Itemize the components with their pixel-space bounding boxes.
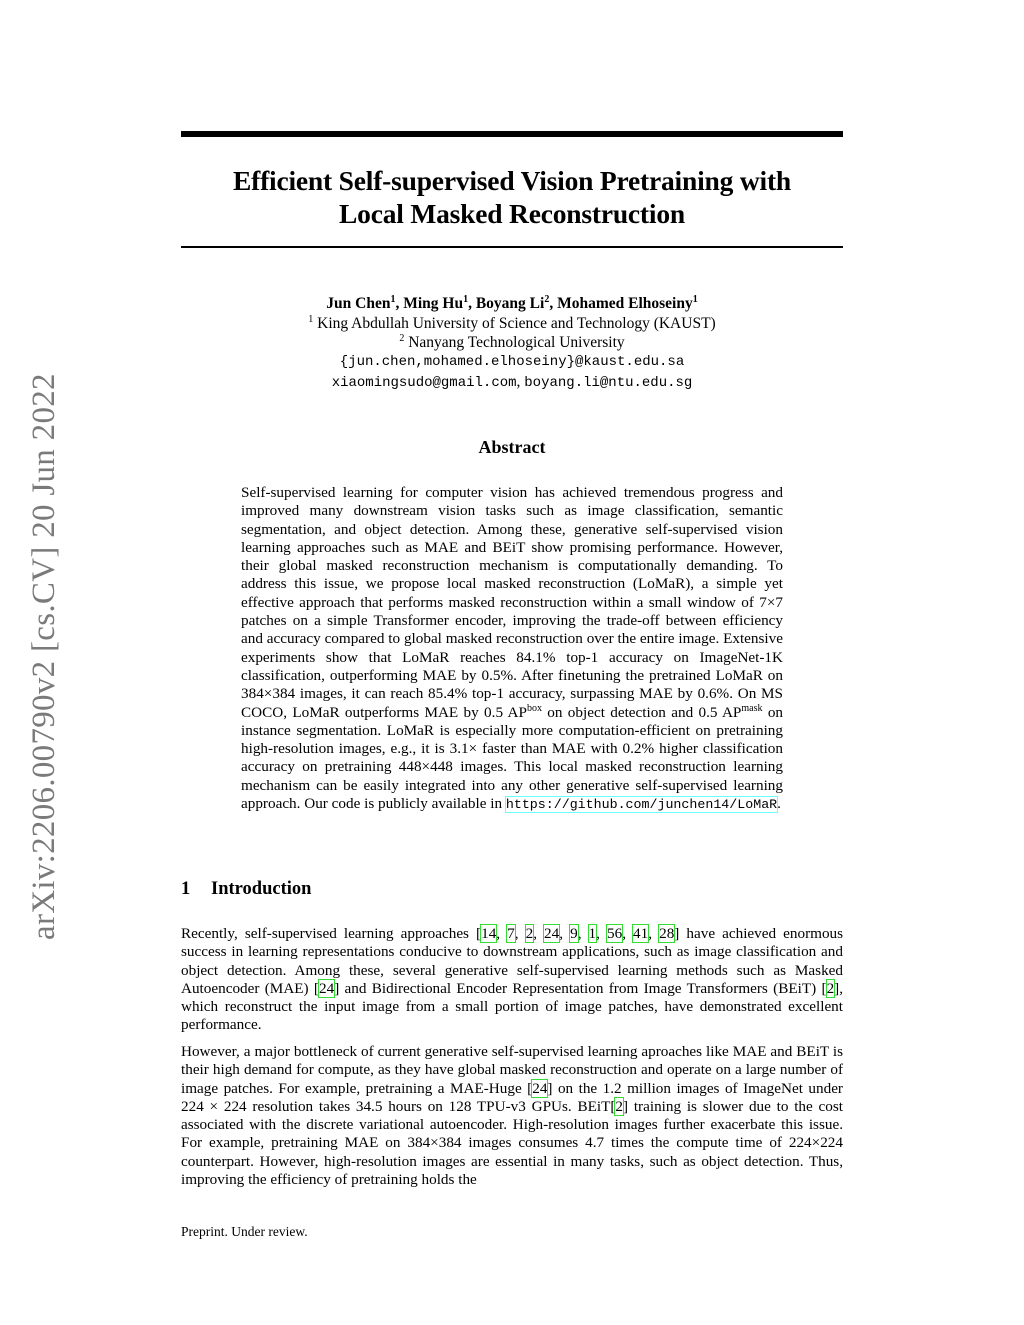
preprint-footer: Preprint. Under review.	[181, 1224, 308, 1239]
citation-link[interactable]: 41	[633, 925, 649, 942]
abstract-segment: on object detection and 0.5 AP	[541, 703, 742, 721]
author-affiliation-mark: 1	[390, 294, 396, 305]
abstract-segment: Self-supervised learning for computer vision has achieved tremendous progress and improved many downstream vision tasks such as image classification, semantic segmentation, and object detection. Among these, generative self-supervised vision learning approaches such as MAE and BEiT show promising performance. However, their global masked reconstruction mechanism is computationally demanding. To address this issue, we propose local masked reconstruction (LoMaR), a simple yet effective approach that performs masked reconstruction within a small window of 7×7 patches on a simple Transformer encoder, improving the trade-off between efficiency and accuracy compared to global masked reconstruction over the entire image. Extensive experiments show that LoMaR reaches 84.1% top-1 accuracy on ImageNet-1K classification, outperforming MAE by 0.5%. After finetuning the pretrained LoMaR on 384×384 images, it can reach 85.4% top-1 accuracy, surpassing MAE by 0.6%. On MS COCO, LoMaR outperforms MAE by 0.5 AP	[241, 484, 783, 721]
section-heading-introduction	[181, 879, 311, 900]
ap-box-superscript: box	[526, 702, 542, 714]
email-line-1: {jun.chen,mohamed.elhoseiny}@kaust.edu.sa	[339, 353, 685, 370]
paper-title	[181, 164, 843, 230]
title-line-1: Efficient Self-supervised Vision Pretraining with	[232, 165, 792, 196]
abstract-text	[241, 484, 783, 814]
intro-paragraph-2	[181, 1043, 843, 1189]
paragraph-segment: However, a major bottleneck of current generative self-supervised learning aproaches like MAE and BEiT is their high demand for compute, as they have global masked reconstruction and operate on a large number of image patches. For example, pretraining a MAE-Huge [	[181, 1043, 843, 1097]
title-top-rule	[181, 131, 843, 137]
author-name: Jun Chen	[326, 295, 391, 312]
paragraph-segment: Recently, self-supervised learning approaches [	[181, 925, 482, 942]
citation-link[interactable]: 7	[507, 925, 515, 942]
citation-link[interactable]: 24	[532, 1079, 548, 1097]
abstract-heading: Abstract	[478, 437, 546, 457]
paragraph-segment: ] training is slower due to the cost associated with the discrete variational autoencoder. High-resolution images further exacerbate this issue. For example, pretraining MAE on 384×384 images consumes 4.7 times the compute time of 224×224 counterpart. However, high-resolution images are essential in many tasks, such as object detection. Thus, improving the efficiency of pretraining holds the	[181, 1097, 843, 1189]
author-affiliation-mark: 1	[692, 294, 698, 305]
paragraph-segment: ], which reconstruct the input image from a small portion of image patches, have demonstrated excellent performance.	[181, 979, 844, 1034]
affiliation-mark: 1	[308, 313, 314, 325]
author-block	[181, 294, 843, 394]
email-line-2: xiaomingsudo@gmail.com, boyang.li@ntu.edu.sg	[331, 373, 693, 391]
citation-link[interactable]: 56	[607, 925, 623, 942]
citation-link[interactable]: 1	[588, 925, 597, 942]
citation-link[interactable]: 2	[826, 979, 835, 997]
email-address: xiaomingsudo@gmail.com	[331, 375, 517, 391]
title-line-2: Local Masked Reconstruction	[339, 198, 685, 229]
author-names: Jun Chen$^1$, Ming Hu$^1$, Boyang Li$^2$, Mohamed Elhoseiny$^1$	[326, 294, 698, 312]
section-number: 1	[181, 879, 191, 899]
author-affiliation-mark: 2	[544, 294, 550, 305]
citation-link[interactable]: 24	[544, 925, 560, 942]
abstract-segment: on instance segmentation. LoMaR is especially more computation-efficient on pretraining high-resolution images, e.g., it is 3.1× faster than MAE with 0.2% higher classification accuracy on pretraining 448×448 images. This local masked reconstruction learning mechanism can be easily integrated into any other generative self-supervised learning approach. Our code is publicly available in	[241, 703, 784, 813]
citation-link[interactable]: 2	[615, 1097, 624, 1115]
author-name: Boyang Li	[475, 295, 545, 312]
affiliation-1	[181, 314, 843, 334]
author-name: Ming Hu	[403, 295, 464, 312]
author-affiliation-mark: 1	[463, 294, 469, 305]
paragraph-segment: ] on the 1.2 million images of ImageNet under 224 × 224 resolution takes 34.5 hours on 128 TPU-v3 GPUs. BEiT[	[181, 1079, 843, 1115]
affiliation-text: Nanyang Technological University	[408, 334, 625, 351]
citation-link[interactable]: 14	[481, 925, 497, 942]
intro-paragraph-1: Recently, self-supervised learning approaches [14, 7, 2, 24, 9, 1, 56, 41, 28] have achieved enormous success in learning representations conducive to downstream applications, such as image classification and object detection. Among these, several generative self-supervised learning methods such as Masked Autoencoder (MAE) [24] and Bidirectional Encoder Representation from Image Transformers (BEiT) [2], which reconstruct the input image from a small portion of image patches, have demonstrated excellent performance.	[181, 925, 844, 1034]
paragraph-segment: ] and Bidirectional Encoder Representation from Image Transformers (BEiT) [	[334, 979, 827, 997]
ap-mask-superscript: mask	[741, 702, 763, 714]
arxiv-sidebar-stamp: arXiv:2206.00790v2 [cs.CV] 20 Jun 2022	[26, 373, 62, 940]
citation-link[interactable]: 2	[525, 925, 534, 942]
citation-link[interactable]: 28	[659, 925, 675, 942]
paragraph-segment: ] have achieved enormous success in learning representations conducive to downstream applications, such as image classification and object detection. Among these, several generative self-supervised learning methods such as Masked Autoencoder (MAE) [	[181, 925, 844, 997]
section-title: Introduction	[211, 879, 312, 899]
affiliation-mark: 2	[399, 333, 405, 344]
author-name: Mohamed Elhoseiny	[557, 295, 693, 312]
citation-link[interactable]: 24	[319, 979, 335, 997]
affiliation-text: King Abdullah University of Science and Technology (KAUST)	[317, 314, 716, 332]
affiliation-2	[181, 333, 843, 353]
abstract-segment: .	[777, 795, 781, 813]
citation-link[interactable]: 9	[570, 925, 578, 942]
email-address: boyang.li@ntu.edu.sg	[524, 375, 693, 391]
title-bottom-rule	[181, 246, 843, 248]
code-repository-link[interactable]: https://github.com/junchen14/LoMaR	[505, 797, 778, 813]
